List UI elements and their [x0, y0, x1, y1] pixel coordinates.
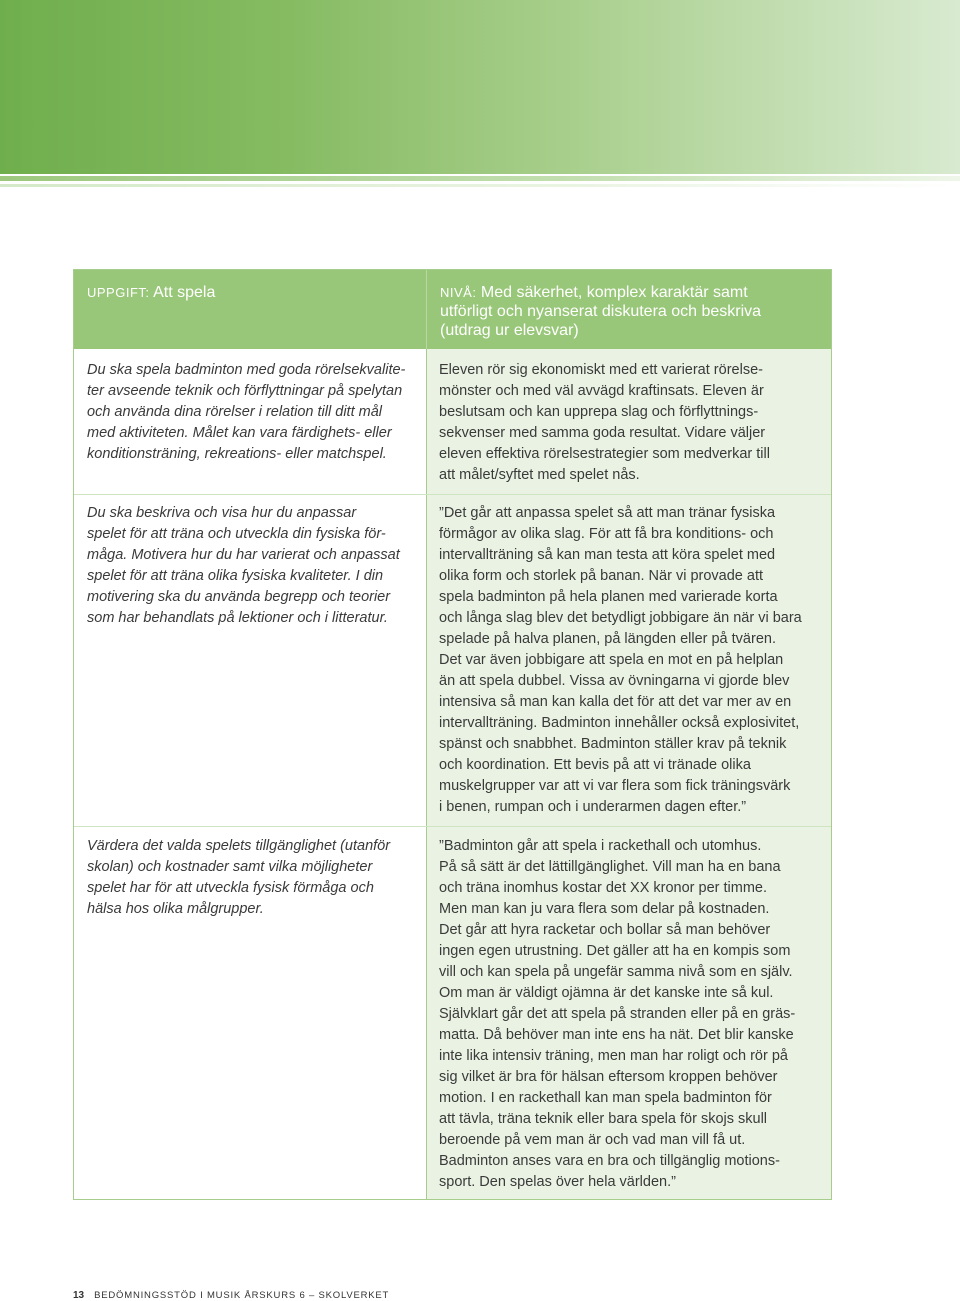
header-banner [0, 0, 960, 174]
text-line: intervallträning. Badminton innehåller också explosivitet, [439, 715, 800, 731]
text-line: med aktiviteten. Målet kan vara färdighets- eller [87, 425, 392, 441]
text-line: olika form och storlek på banan. När vi provade att [439, 568, 763, 584]
decorative-stripe-thin [0, 184, 960, 187]
text-line: intervallträning så kan man testa att köra spelet med [439, 547, 776, 563]
task-title [87, 283, 215, 303]
text-line: beroende på vem man är och vad man vill få ut. [439, 1132, 746, 1148]
text-line: ”Det går att anpassa spelet så att man tränar fysiska [439, 505, 776, 521]
text-line: Du ska spela badminton med goda rörelsekvalite- [87, 362, 406, 378]
text-line: spelet för att träna olika fysiska kvaliteter. I din [87, 568, 384, 584]
text-line: sekvenser med samma goda resultat. Vidare väljer [439, 425, 766, 441]
student-answer-2 [439, 836, 821, 1193]
decorative-stripe [0, 176, 960, 181]
text-line: vill och kan spela på ungefär samma nivå som en själv. [439, 964, 793, 980]
text-line: och långa slag blev det betydligt jobbigare än när vi bara [439, 610, 802, 626]
text-line: mönster och med väl avvägd kraftinsats. Eleven är [439, 383, 764, 399]
assessment-table [73, 269, 832, 1200]
text-line: intensiva så man kan kalla det för att det var mer av en [439, 694, 792, 710]
footer-text: BEDÖMNINGSSTÖD I MUSIK ÅRSKURS 6 – SKOLVERKET [94, 1290, 390, 1301]
text-line: Du ska beskriva och visa hur du anpassar [87, 505, 357, 521]
text-line: och koordination. Ett bevis på att vi tränade olika [439, 757, 751, 773]
text-line: Eleven rör sig ekonomiskt med ett varierat rörelse- [439, 362, 763, 378]
text-line: spelade på halva planen, på längden eller på tvären. [439, 631, 776, 647]
page-footer [73, 1290, 389, 1301]
level-title [440, 283, 820, 340]
text-line: Om man är väldigt ojämna är det kanske inte så kul. [439, 985, 774, 1001]
task-keyword: UPPGIFT: [87, 285, 150, 300]
text-line: motion. I en rackethall kan man spela badminton för [439, 1090, 772, 1106]
text-line: ingen egen utrustning. Det gäller att ha en kompis som [439, 943, 791, 959]
task-name: Att spela [153, 284, 216, 301]
text-line: spelet för att träna och utveckla din fysiska för- [87, 526, 386, 542]
text-line: måga. Motivera hur du har varierat och anpassat [87, 547, 400, 563]
level-title-line: utförligt och nyanserat diskutera och beskriva [440, 303, 762, 320]
text-line: muskelgrupper var att vi var flera som fick träningsvärk [439, 778, 791, 794]
text-line: beslutsam och kan upprepa slag och förflyttnings- [439, 404, 759, 420]
level-keyword: NIVÅ: [440, 285, 477, 300]
text-line: eleven effektiva rörelsestrategier som medverkar till [439, 446, 770, 462]
text-line: Det var även jobbigare att spela en mot en på helplan [439, 652, 784, 668]
text-line: och träna inomhus kostar det XX kronor per timme. [439, 880, 768, 896]
text-line: förmågor av olika slag. För att få bra konditions- och [439, 526, 774, 542]
text-line: spela badminton på hela planen med varierade korta [439, 589, 778, 605]
text-line: Självklart går det att spela på stranden eller på en gräs- [439, 1006, 796, 1022]
text-line: ”Badminton går att spela i rackethall och utomhus. [439, 838, 762, 854]
row-divider [426, 494, 831, 495]
level-description-1 [439, 360, 821, 486]
text-line: Badminton anses vara en bra och tillgänglig motions- [439, 1153, 780, 1169]
text-line: spelet har för att utveckla fysisk förmåga och [87, 880, 374, 896]
text-line: i benen, rumpan och i underarmen dagen efter.” [439, 799, 747, 815]
student-answer-1 [439, 503, 821, 818]
text-line: spänst och snabbhet. Badminton ställer krav på teknik [439, 736, 787, 752]
text-line: sig vilket är bra för hälsan eftersom kroppen behöver [439, 1069, 778, 1085]
task-header [74, 270, 426, 349]
row-divider [74, 826, 426, 827]
text-line: Värdera det valda spelets tillgänglighet (utanför [87, 838, 391, 854]
text-line: än att spela dubbel. Vissa av övningarna vi gjorde blev [439, 673, 790, 689]
text-line: Det går att hyra racketar och bollar så man behöver [439, 922, 771, 938]
task-description-3 [87, 836, 419, 920]
text-line: inte lika intensiv träning, men man har roligt och rör på [439, 1048, 788, 1064]
text-line: att tävla, träna teknik eller bara spela för skojs skull [439, 1111, 768, 1127]
text-line: motivering ska du använda begrepp och teorier [87, 589, 391, 605]
text-line: På så sätt är det lättillgänglighet. Vill man ha en bana [439, 859, 781, 875]
text-line: sport. Den spelas över hela världen.” [439, 1174, 676, 1190]
text-line: Men man kan ju vara flera som delar på kostnaden. [439, 901, 770, 917]
text-line: och använda dina rörelser i relation till ditt mål [87, 404, 382, 420]
text-line: ter avseende teknik och förflyttningar på spelytan [87, 383, 403, 399]
task-description-1 [87, 360, 419, 465]
text-line: som har behandlats på lektioner och i litteratur. [87, 610, 388, 626]
level-title-line: (utdrag ur elevsvar) [440, 322, 579, 339]
page-number: 13 [73, 1290, 85, 1301]
text-line: matta. Då behöver man inte ens ha nät. Det blir kanske [439, 1027, 794, 1043]
text-line: att målet/syftet med spelet nås. [439, 467, 640, 483]
row-divider [426, 826, 831, 827]
task-description-2 [87, 503, 419, 629]
text-line: konditionsträning, rekreations- eller matchspel. [87, 446, 387, 462]
level-header [426, 270, 831, 349]
text-line: hälsa hos olika målgrupper. [87, 901, 264, 917]
row-divider [74, 494, 426, 495]
level-title-line: Med säkerhet, komplex karaktär samt [480, 284, 748, 301]
text-line: skolan) och kostnader samt vilka möjligheter [87, 859, 373, 875]
